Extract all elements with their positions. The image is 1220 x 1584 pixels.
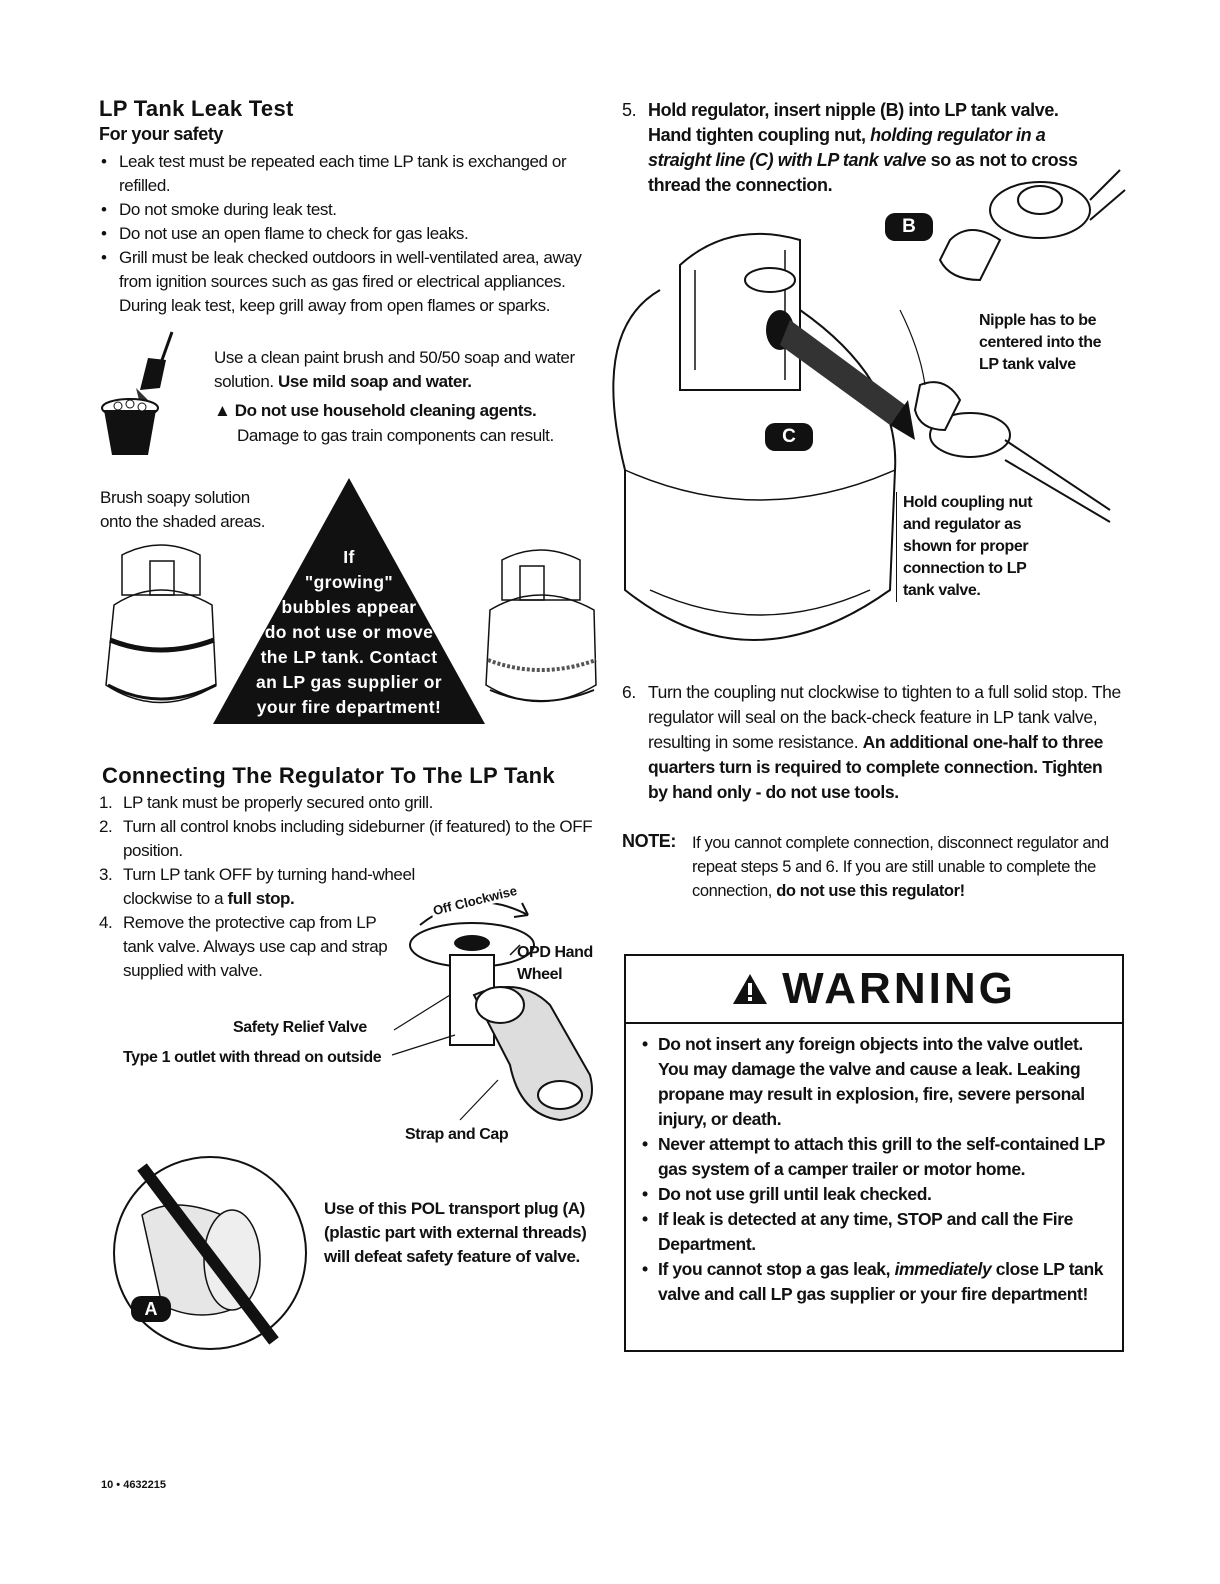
step6-bold: An additional one-half to three quarters turn is required to complete connection. Tighten by hand only - do not use tools. — [648, 732, 1104, 802]
caution-bold: ▲ Do not use household cleaning agents. — [214, 401, 537, 420]
step-number: 5. — [622, 100, 637, 120]
list-item: • Never attempt to attach this grill to the self-contained LP gas system of a camper trailer or motor home. — [640, 1132, 1110, 1182]
last-bullet-italic: immediately — [894, 1259, 992, 1279]
note-bold: do not use this regulator! — [776, 882, 965, 900]
step-text: Turn all control knobs including sideburner (if featured) to the OFF position. — [123, 817, 593, 860]
step-1 — [99, 791, 599, 815]
opd-hand-wheel-label — [517, 942, 593, 986]
triangle-line: "growing" — [304, 572, 394, 592]
regulator-top-icon — [940, 170, 1125, 280]
triangle-line: your fire department! — [256, 697, 442, 717]
triangle-line: bubbles appear — [281, 597, 417, 617]
caution-text: Damage to gas train components can result. — [237, 426, 554, 445]
step-4 — [99, 911, 393, 983]
triangle-line: an LP gas supplier or — [255, 672, 443, 692]
triangle-warning-text — [213, 545, 485, 720]
mild-soap-text: Use mild soap and water. — [278, 372, 472, 391]
step-text: Turn LP tank OFF by turning hand-wheel clockwise to a — [123, 865, 415, 908]
step-2 — [99, 815, 599, 863]
step6-text: Turn the coupling nut clockwise to tighten to a full solid stop. The regulator will seal on the back-check feature in LP tank valve, resulting in some resistance. — [648, 682, 1121, 752]
soap-bucket-icon — [102, 399, 158, 455]
nipple-note: Nipple has to be centered into the LP tank valve — [979, 312, 1102, 373]
step-number: 2. — [99, 817, 113, 836]
off-clockwise-label: Off Clockwise — [431, 882, 519, 919]
page-footer: 10 • 4632215 — [101, 1479, 167, 1491]
badge-b: B — [885, 213, 933, 241]
note-label: NOTE: — [622, 831, 676, 851]
warning-header — [626, 956, 1122, 1024]
leak-test-title: LP Tank Leak Test — [99, 96, 294, 121]
connecting-title: Connecting The Regulator To The LP Tank — [102, 763, 555, 788]
step5-italic: holding regulator in a straight line (C) with LP tank valve — [648, 125, 1046, 170]
paint-brush-icon — [136, 332, 172, 404]
step-number: 6. — [622, 682, 636, 702]
warning-box — [624, 954, 1124, 1352]
step-number: 1. — [99, 793, 113, 812]
list-item: • Do not use an open flame to check for gas leaks. — [99, 222, 589, 246]
list-item: • Leak test must be repeated each time LP tank is exchanged or refilled. — [99, 150, 589, 198]
opd-label-line: OPD Hand — [517, 944, 593, 961]
list-item: • If leak is detected at any time, STOP and call the Fire Department. — [640, 1207, 1110, 1257]
note-body: If you cannot complete connection, disconnect regulator and repeat steps 5 and 6. If you are still unable to complete the connection, — [692, 834, 1109, 900]
step-6 — [622, 680, 1122, 805]
lp-tank-left-illustration — [100, 535, 225, 720]
step-text: LP tank must be properly secured onto grill. — [123, 793, 433, 812]
triangle-line: If — [343, 547, 355, 567]
tank-valve-illustration — [400, 885, 610, 1145]
list-item — [640, 1257, 1110, 1307]
leak-test-subtitle: For your safety — [99, 124, 224, 144]
list-item: • Do not insert any foreign objects into the valve outlet. You may damage the valve and cause a leak. Leaking propane may result in explosion, fire, severe personal injury, or death. — [640, 1032, 1110, 1132]
step-number: 3. — [99, 865, 113, 884]
last-bullet-text: If you cannot stop a gas leak, — [658, 1259, 891, 1279]
brush-caption: Brush soapy solution onto the shaded areas. — [100, 488, 266, 531]
list-item: • Grill must be leak checked outdoors in well-ventilated area, away from ignition sources such as gas fired or electrical appliances. During leak test, keep grill away from open flames or sparks. — [99, 246, 589, 318]
step-3 — [99, 863, 433, 911]
note-text — [692, 831, 1122, 903]
badge-c: C — [765, 423, 813, 451]
brush-instructions — [214, 346, 594, 394]
opd-label-line: Wheel — [517, 966, 563, 983]
safety-relief-valve-label: Safety Relief Valve — [233, 1019, 367, 1036]
badge-a: A — [131, 1296, 171, 1322]
list-item: • Do not use grill until leak checked. — [640, 1182, 1110, 1207]
step5-text-end: so as not to cross thread the connection. — [648, 150, 1078, 195]
full-stop-bold: full stop. — [227, 889, 295, 908]
warning-bullets — [640, 1032, 1110, 1307]
step-number: 4. — [99, 913, 113, 932]
last-bullet-text-end: close LP tank valve and call LP gas supplier or your fire department! — [658, 1259, 1104, 1304]
step5-text: Hold regulator, insert nipple (B) into LP tank valve. Hand tighten coupling nut, — [648, 100, 1059, 145]
pol-plug-note: Use of this POL transport plug (A) (plastic part with external threads) will defeat safety feature of valve. — [324, 1199, 587, 1266]
step-text: Remove the protective cap from LP tank valve. Always use cap and strap supplied with valve. — [123, 913, 388, 980]
hold-coupling-note: Hold coupling nut and regulator as shown for proper connection to LP tank valve. — [896, 492, 1053, 602]
paint-brush-and-bucket-illustration — [100, 330, 190, 460]
type1-outlet-label: Type 1 outlet with thread on outside — [123, 1049, 382, 1066]
triangle-line: do not use or move — [264, 622, 434, 642]
warning-title: WARNING — [782, 964, 1016, 1013]
brush-text: Use a clean paint brush and 50/50 soap and water solution. — [214, 348, 575, 391]
lp-tank-right-illustration — [480, 540, 605, 720]
leak-test-bullets — [99, 150, 589, 318]
warning-triangle-icon — [732, 973, 768, 1005]
list-item: • Do not smoke during leak test. — [99, 198, 589, 222]
strap-and-cap-label: Strap and Cap — [405, 1126, 509, 1143]
triangle-line: the LP tank. Contact — [260, 647, 438, 667]
